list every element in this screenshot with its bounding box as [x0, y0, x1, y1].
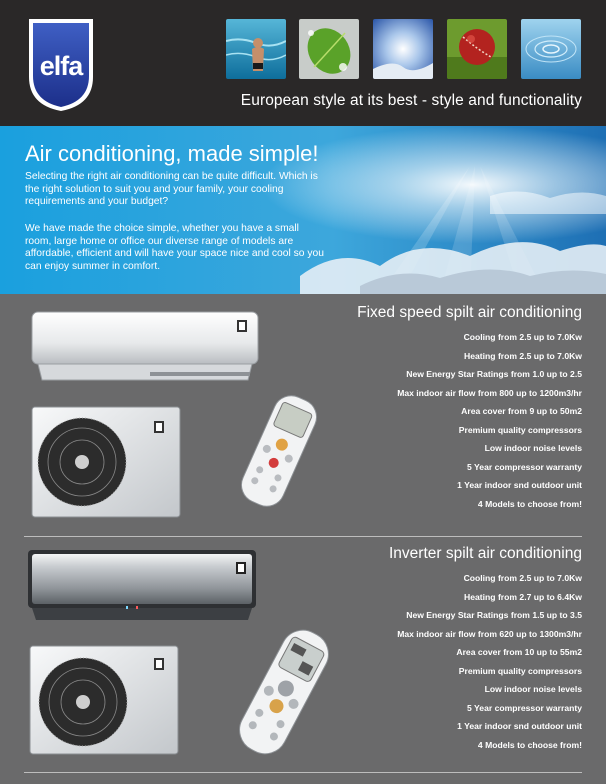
feature-item: 1 Year indoor snd outdoor unit: [457, 721, 582, 731]
feature-item: Max indoor air flow from 620 up to 1300m3/hr: [397, 628, 582, 639]
feature-item: Low indoor noise levels: [484, 684, 582, 694]
feature-item: Premium quality compressors: [458, 665, 582, 676]
hero-paragraph-1: Selecting the right air conditioning can be quite difficult. Which is the right solution to suit you and your family, your cooling requirements and your budget?: [25, 171, 318, 208]
feature-item: Cooling from 2.5 up to 7.0Kw: [463, 332, 582, 342]
feature-item: Max indoor air flow from 800 up to 1200m3/hr: [397, 387, 582, 398]
feature-item: Heating from 2.7 up to 6.4Kw: [464, 591, 582, 602]
swimmer-photo: [226, 19, 286, 79]
feature-item: Premium quality compressors: [458, 424, 582, 435]
feature-item: 5 Year compressor warranty: [467, 461, 582, 472]
feature-item: New Energy Star Ratings from 1.0 up to 2.5: [406, 369, 582, 379]
inverter-remote-control: [224, 622, 344, 762]
leaf-splash-photo: [299, 19, 359, 79]
feature-item: 4 Models to choose from!: [477, 498, 582, 509]
feature-item: 5 Year compressor warranty: [467, 702, 582, 713]
bottom-divider: [24, 772, 582, 773]
svg-text:elfa: elfa: [39, 51, 83, 81]
elfa-logo: [27, 17, 95, 113]
feature-item: Area cover from 9 up to 50m2: [461, 406, 582, 416]
feature-item: 1 Year indoor snd outdoor unit: [457, 480, 582, 490]
cricket-ball-photo: [447, 19, 507, 79]
tagline: European style at its best - style and functionality: [240, 92, 582, 109]
inverter-outdoor-unit: [28, 644, 180, 758]
hero-title: Air conditioning, made simple!: [25, 141, 319, 166]
inverter-indoor-unit: [26, 548, 258, 624]
water-ripple-photo: [521, 19, 581, 79]
feature-item: Cooling from 2.5 up to 7.0Kw: [463, 573, 582, 583]
feature-item: New Energy Star Ratings from 1.5 up to 3.5: [406, 610, 582, 620]
feature-item: Area cover from 10 up to 55m2: [456, 647, 582, 657]
hero-paragraph-2: We have made the choice simple, whether you have a small room, large home or office our diverse range of models are affordable, efficient and will have your space nice and cool so you can enjoy summer in comfort.: [25, 223, 324, 272]
section-divider: [24, 536, 582, 537]
feature-item: 4 Models to choose from!: [477, 739, 582, 750]
feature-item: Heating from 2.5 up to 7.0Kw: [464, 350, 582, 361]
sky-rays-photo: [373, 19, 433, 79]
feature-item: Low indoor noise levels: [484, 443, 582, 453]
fixed-outdoor-unit: [30, 405, 182, 521]
fixed-indoor-unit: [30, 310, 260, 386]
inverter-title: Inverter spilt air conditioning: [389, 545, 582, 562]
fixed-remote-control: [223, 392, 335, 510]
fixed-speed-title: Fixed speed spilt air conditioning: [357, 304, 582, 321]
header-bar: [0, 0, 606, 126]
